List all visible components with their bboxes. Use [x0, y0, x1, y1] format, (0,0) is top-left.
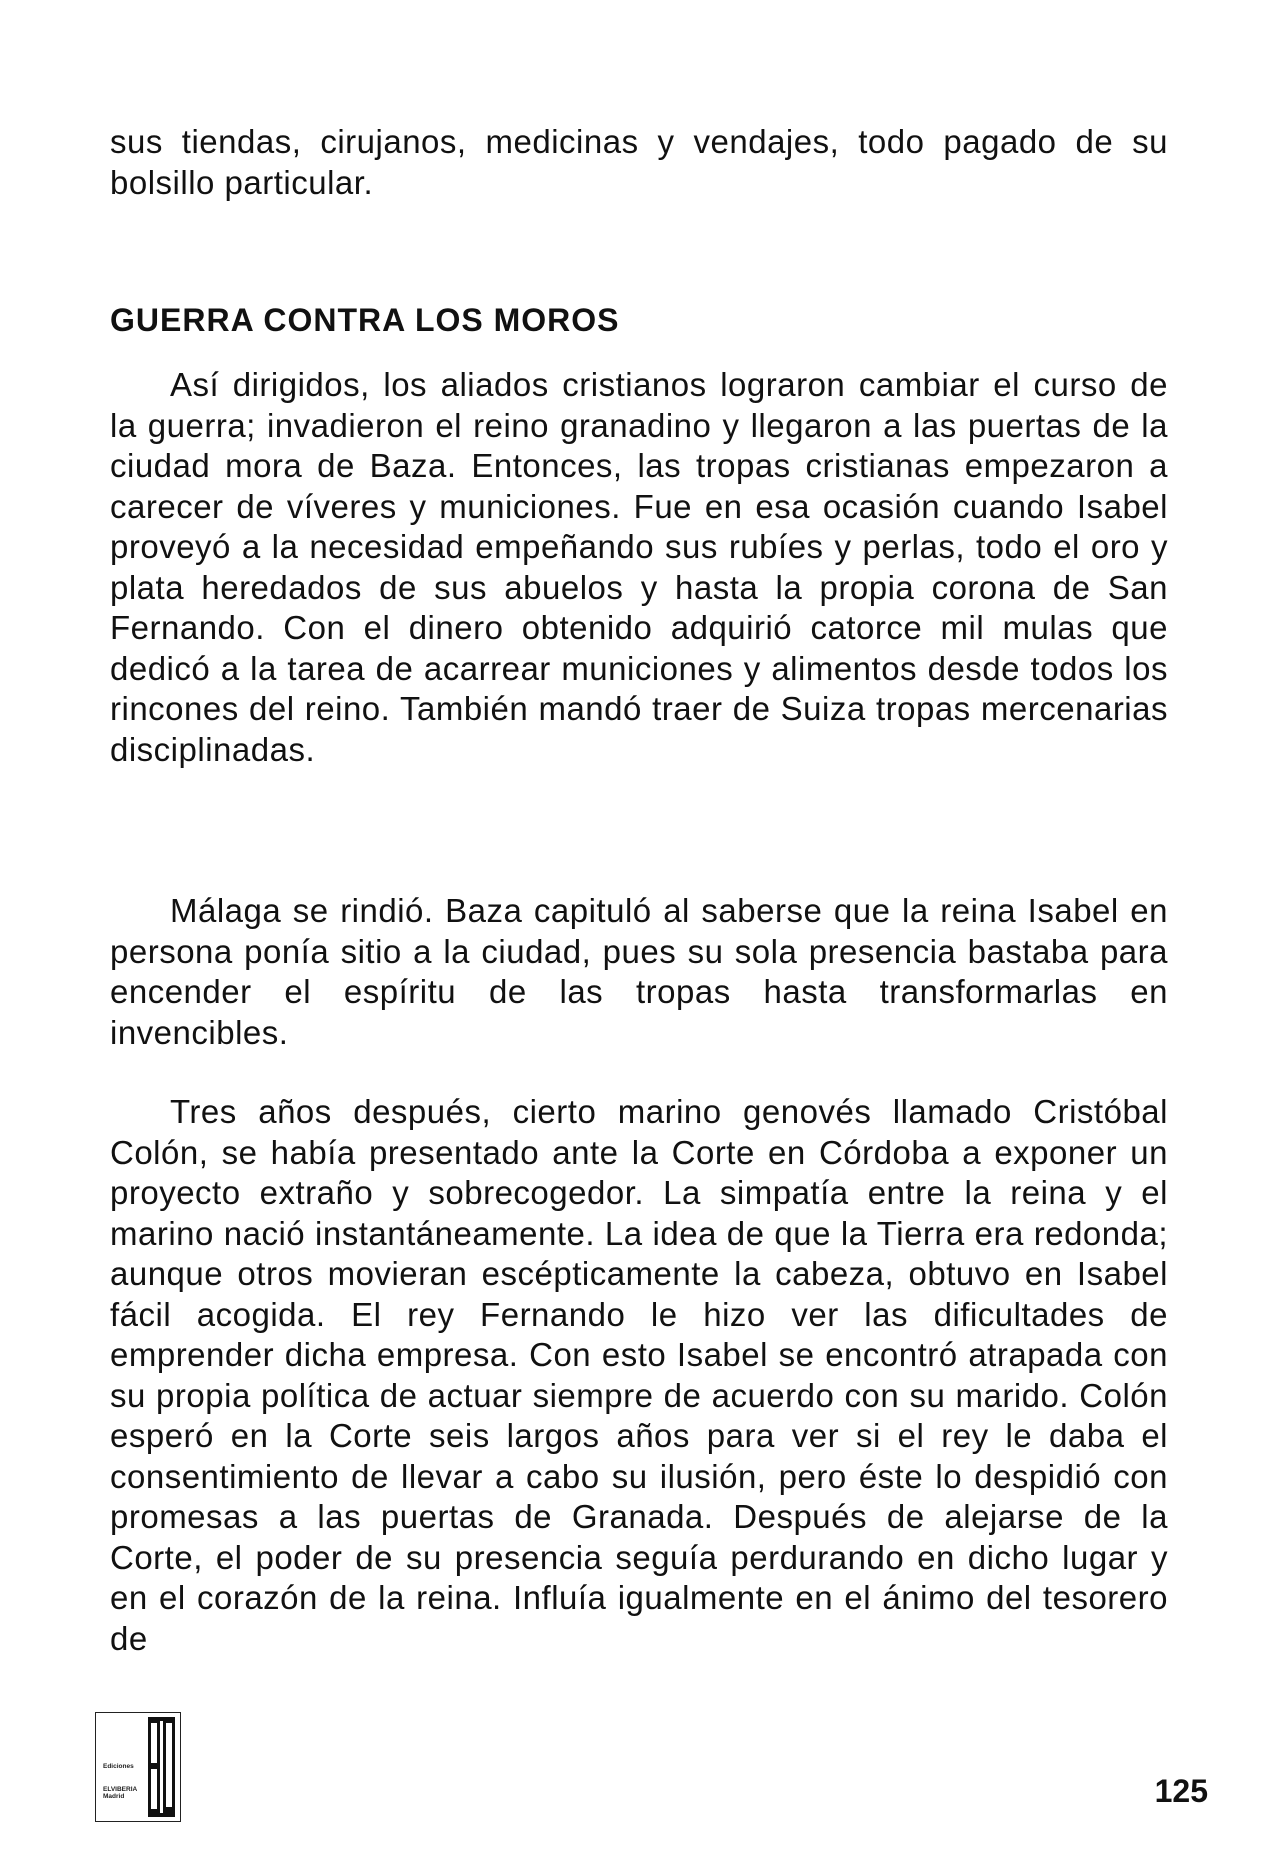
publisher-name: ELVIBERIA Madrid: [103, 1786, 138, 1800]
publisher-logo: [95, 1712, 181, 1822]
paragraph-3: Tres años después, cierto marino genovés llamado Cristóbal Colón, se había presentado ante la Corte en Córdoba a exponer un proyecto extraño y sobrecogedor. La simpatía entre la reina y el marino nació instantáneamente. La idea de que la Tierra era redonda; aunque otros movieran escépticamente la cabeza, obtuvo en Isabel fácil acogida. El rey Fernando le hizo ver las dificultades de emprender dicha empresa. Con esto Isabel se encontró atrapada con su propia política de actuar siempre de acuerdo con su marido. Colón esperó en la Corte seis largos años para ver si el rey le daba el consentimiento de llevar a cabo su ilusión, pero éste lo despidió con promesas a las puertas de Granada. Después de alejarse de la Corte, el poder de su presencia seguía perdurando en dicho lugar y en el corazón de la reina. Influía igualmente en el ánimo del tesorero de: [110, 1093, 1168, 1657]
paragraph-1: Así dirigidos, los aliados cristianos lograron cambiar el curso de la guerra; invadieron el reino granadino y llegaron a las puertas de la ciudad mora de Baza. Entonces, las tropas cristianas empezaron a carecer de víveres y municiones. Fue en esa ocasión cuando Isabel proveyó a la necesidad empeñando sus rubíes y perlas, todo el oro y plata heredados de sus abuelos y hasta la propia corona de San Fernando. Con el dinero obtenido adquirió catorce mil mulas que dedicó a la tarea de acarrear municiones y alimentos desde todos los rincones del reino. También mandó traer de Suiza tropas mercenarias disciplinadas.: [110, 366, 1168, 768]
paragraph-block-2: [110, 891, 1168, 1053]
paragraph-block-1: [110, 365, 1168, 770]
page-number: 125: [1154, 1773, 1208, 1809]
section-heading: GUERRA CONTRA LOS MOROS: [110, 302, 620, 338]
intro-paragraph: sus tiendas, cirujanos, medicinas y vendajes, todo pagado de su bolsillo particular.: [110, 123, 1168, 201]
paragraph-block-3: [110, 1092, 1168, 1659]
publisher-label: Ediciones: [103, 1763, 134, 1770]
paragraph-2: Málaga se rindió. Baza capituló al saberse que la reina Isabel en persona ponía sitio a la ciudad, pues su sola presencia bastaba para encender el espíritu de las tropas hasta transformarlas en invencibles.: [110, 892, 1168, 1051]
intro-block: [110, 122, 1168, 203]
